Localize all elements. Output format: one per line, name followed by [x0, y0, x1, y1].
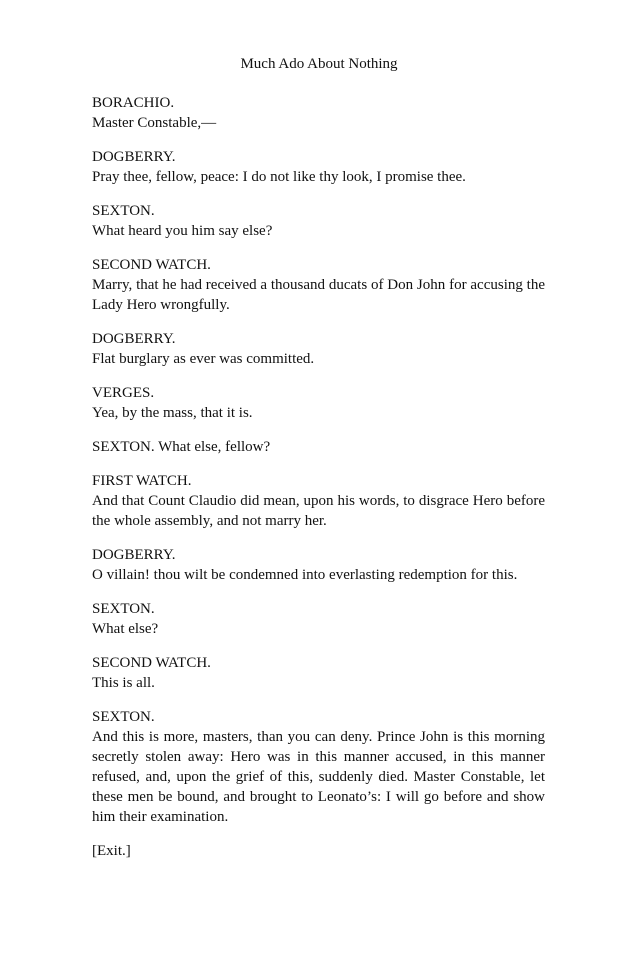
speech-dogberry: [92, 147, 545, 187]
speech-line: And that Count Claudio did mean, upon his words, to disgrace Hero before the whole assembly, and not marry her.: [92, 493, 545, 529]
speech-sexton: [92, 201, 545, 241]
page-title: Much Ado About Nothing: [240, 56, 398, 72]
speech-borachio: [92, 93, 545, 133]
speech-line: Marry, that he had received a thousand ducats of Don John for accusing the Lady Hero wrongfully.: [92, 277, 545, 313]
speaker-name: SEXTON.: [92, 203, 155, 219]
stage-direction-exit: [92, 841, 545, 861]
speech-line: What heard you him say else?: [92, 223, 273, 239]
speech-line: Yea, by the mass, that it is.: [92, 405, 253, 421]
speech-line: What else?: [92, 621, 159, 637]
speaker-name: SEXTON. What else, fellow?: [92, 439, 271, 455]
speech-sexton: [92, 599, 545, 639]
speech-dogberry: [92, 545, 545, 585]
speech-verges: [92, 383, 545, 423]
speech-sexton-inline: [92, 437, 545, 457]
speech-sexton: [92, 707, 545, 827]
speech-second-watch: [92, 653, 545, 693]
speech-line: Flat burglary as ever was committed.: [92, 351, 315, 367]
speaker-name: SEXTON.: [92, 709, 155, 725]
speaker-name: SEXTON.: [92, 601, 155, 617]
speaker-name: DOGBERRY.: [92, 547, 176, 563]
speech-line: O villain! thou wilt be condemned into everlasting redemption for this.: [92, 567, 518, 583]
speaker-name: SECOND WATCH.: [92, 655, 211, 671]
speech-second-watch: [92, 255, 545, 315]
script-body: [92, 93, 545, 875]
speech-dogberry: [92, 329, 545, 369]
speaker-name: SECOND WATCH.: [92, 257, 211, 273]
speaker-name: DOGBERRY.: [92, 331, 176, 347]
speaker-name: BORACHIO.: [92, 95, 175, 111]
speech-line: Master Constable,—: [92, 115, 217, 131]
speech-first-watch: [92, 471, 545, 531]
speaker-name: DOGBERRY.: [92, 149, 176, 165]
speaker-name: VERGES.: [92, 385, 155, 401]
speech-line: This is all.: [92, 675, 155, 691]
speech-line: And this is more, masters, than you can deny. Prince John is this morning secretly stolen away: Hero was in this manner accused, in this manner refused, and, upon the grief of this, suddenly died. Master Constable, let these men be bound, and brought to Leonato’s: I will go before and show him their examination.: [92, 729, 545, 825]
stage-direction: [Exit.]: [92, 843, 131, 859]
speech-line: Pray thee, fellow, peace: I do not like thy look, I promise thee.: [92, 169, 466, 185]
speaker-name: FIRST WATCH.: [92, 473, 192, 489]
